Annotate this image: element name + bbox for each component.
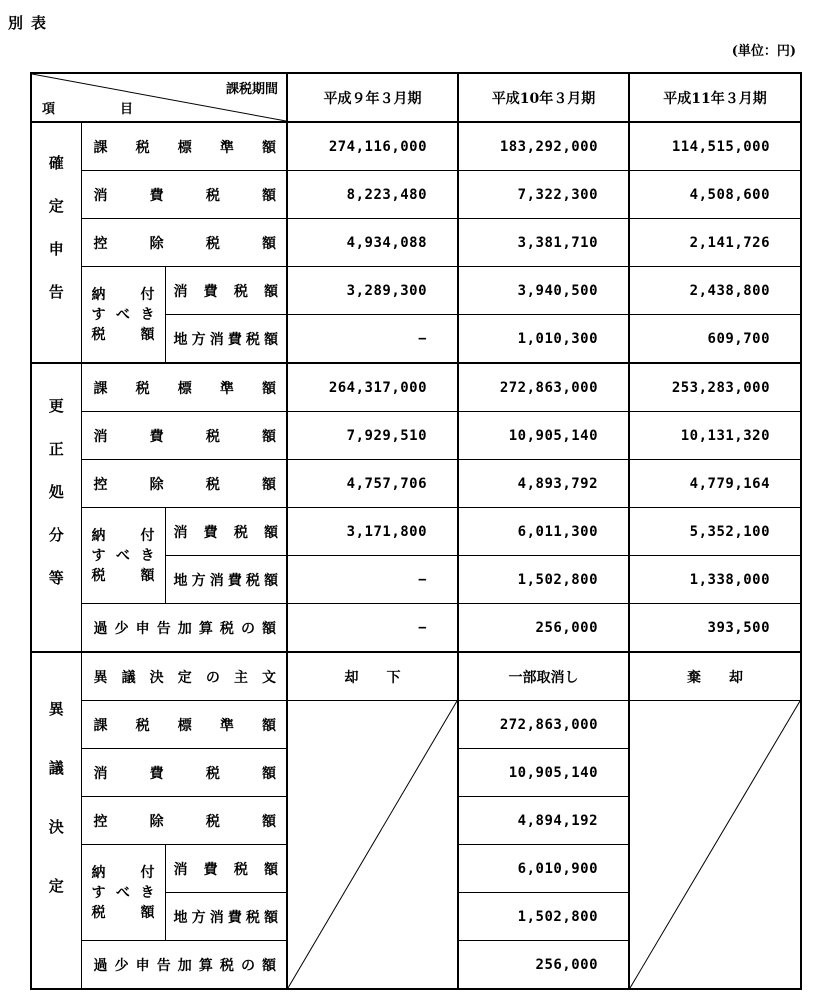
row-sublabel: 消費税額 [165, 267, 287, 315]
row-sublabel: 地方消費税額 [165, 556, 287, 604]
row-sublabel: 消費税額 [165, 508, 287, 556]
value-cell: 6,011,300 [458, 508, 629, 556]
pay-group-label: 納付 すべき 税額 [81, 267, 165, 364]
value-cell: 8,223,480 [287, 171, 458, 219]
pay-group-label: 納付 すべき 税額 [81, 508, 165, 604]
kosei-row-pay-consumption [31, 508, 801, 556]
value-cell: − [287, 315, 458, 364]
value-cell: 2,438,800 [629, 267, 801, 315]
value-cell: 1,502,800 [458, 556, 629, 604]
decision-cell: 一部取消し [458, 652, 629, 701]
tax-table [30, 72, 802, 990]
igi-row-decision [31, 652, 801, 701]
value-cell: 6,010,900 [458, 845, 629, 893]
row-label: 課税標準額 [81, 122, 287, 171]
kakutei-row-base [31, 122, 801, 171]
header-period-label: 課税期間 [226, 82, 279, 97]
value-cell: 272,863,000 [458, 363, 629, 412]
kakutei-row-tax [31, 171, 801, 219]
value-cell: 2,141,726 [629, 219, 801, 267]
value-cell: 1,010,300 [458, 315, 629, 364]
value-cell: 1,502,800 [458, 893, 629, 941]
row-sublabel: 地方消費税額 [165, 315, 287, 364]
header-item-label: 項 目 [42, 102, 160, 117]
igi-row-base [31, 701, 801, 749]
kosei-row-penalty [31, 604, 801, 653]
row-sublabel: 消費税額 [165, 845, 287, 893]
value-cell: 274,116,000 [287, 122, 458, 171]
value-cell: 4,757,706 [287, 460, 458, 508]
unit-label: (単位：円) [731, 44, 796, 59]
pay-group-label: 納付 すべき 税額 [81, 845, 165, 941]
header-corner-cell [31, 73, 287, 122]
decision-cell: 却 下 [287, 652, 458, 701]
row-label: 消費税額 [81, 749, 287, 797]
value-cell: 3,171,800 [287, 508, 458, 556]
value-cell: 183,292,000 [458, 122, 629, 171]
value-cell: 1,338,000 [629, 556, 801, 604]
value-cell: 4,934,088 [287, 219, 458, 267]
header-period-2: 平成10年３月期 [458, 73, 629, 122]
value-cell: 3,381,710 [458, 219, 629, 267]
value-cell: − [287, 604, 458, 653]
value-cell: 7,929,510 [287, 412, 458, 460]
kakutei-row-pay-consumption [31, 267, 801, 315]
kakutei-section-title: 確定申告 [31, 122, 81, 363]
kosei-row-tax [31, 412, 801, 460]
diagonal-slash [630, 701, 800, 988]
row-label: 課税標準額 [81, 363, 287, 412]
value-cell: 3,940,500 [458, 267, 629, 315]
row-sublabel: 地方消費税額 [165, 893, 287, 941]
value-cell: 253,283,000 [629, 363, 801, 412]
row-label: 消費税額 [81, 171, 287, 219]
value-cell: 4,894,192 [458, 797, 629, 845]
value-cell: 4,508,600 [629, 171, 801, 219]
value-cell: 272,863,000 [458, 701, 629, 749]
value-cell: 114,515,000 [629, 122, 801, 171]
value-cell: 256,000 [458, 604, 629, 653]
value-cell: 3,289,300 [287, 267, 458, 315]
value-cell: 4,779,164 [629, 460, 801, 508]
value-cell: 4,893,792 [458, 460, 629, 508]
diagonal-slash [288, 701, 457, 988]
row-label: 課税標準額 [81, 701, 287, 749]
value-cell: 10,905,140 [458, 749, 629, 797]
row-label: 控除税額 [81, 460, 287, 508]
row-label: 消費税額 [81, 412, 287, 460]
value-cell: − [287, 556, 458, 604]
value-cell: 256,000 [458, 941, 629, 990]
value-cell: 393,500 [629, 604, 801, 653]
row-label: 過少申告加算税の額 [81, 604, 287, 653]
kosei-row-base [31, 363, 801, 412]
kosei-section-title: 更正処分等 [31, 363, 81, 652]
kakutei-row-deduct [31, 219, 801, 267]
slashed-cell-period-1 [287, 701, 458, 990]
igi-section-title: 異議決定 [31, 652, 81, 989]
slashed-cell-period-3 [629, 701, 801, 990]
value-cell: 10,131,320 [629, 412, 801, 460]
row-label: 控除税額 [81, 797, 287, 845]
value-cell: 264,317,000 [287, 363, 458, 412]
header-period-1: 平成９年３月期 [287, 73, 458, 122]
value-cell: 609,700 [629, 315, 801, 364]
document-label: 別表 [8, 14, 55, 32]
header-period-3: 平成11年３月期 [629, 73, 801, 122]
header-row [31, 73, 801, 122]
decision-cell: 棄 却 [629, 652, 801, 701]
row-label: 過少申告加算税の額 [81, 941, 287, 990]
row-label: 異議決定の主文 [81, 652, 287, 701]
value-cell: 7,322,300 [458, 171, 629, 219]
row-label: 控除税額 [81, 219, 287, 267]
kosei-row-deduct [31, 460, 801, 508]
value-cell: 10,905,140 [458, 412, 629, 460]
value-cell: 5,352,100 [629, 508, 801, 556]
